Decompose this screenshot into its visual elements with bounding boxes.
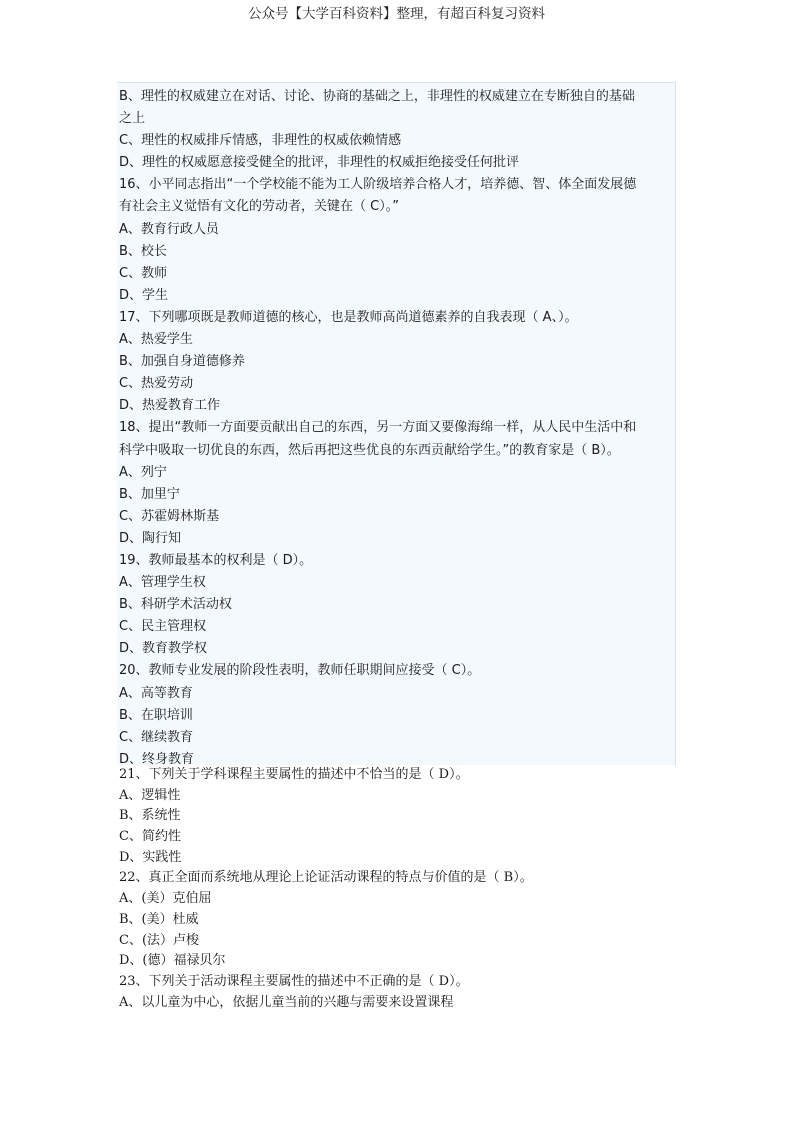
text-line: A、以儿童为中心，依据儿童当前的兴趣与需要来设置课程 xyxy=(119,994,454,1010)
page-header: 公众号【大学百科资料】整理，有超百科复习资料 xyxy=(248,6,545,22)
text-line: 有社会主义觉悟有文化的劳动者，关键在（ C）。” xyxy=(119,199,399,215)
text-line: 21、下列关于学科课程主要属性的描述中不恰当的是（ D）。 xyxy=(119,767,469,782)
question-list xyxy=(119,765,679,1013)
text-line: 17、下列哪项既是教师道德的核心，也是教师高尚道德素养的自我表现（ A、）。 xyxy=(119,309,578,325)
text-line: 16、小平同志指出“一个学校能不能为工人阶级培养合格人才，培养德、智、体全面发展德 xyxy=(119,177,637,193)
text-line: 科学中吸取一切优良的东西，然后再把这些优良的东西贡献给学生。”的教育家是（ B）。 xyxy=(119,442,620,458)
text-line: D、教育教学权 xyxy=(119,641,208,657)
highlighted-question-list xyxy=(119,86,679,771)
text-line: A、管理学生权 xyxy=(119,575,206,591)
text-line: 22、真正全面而系统地从理论上论证活动课程的特点与价值的是（ B）。 xyxy=(119,870,533,886)
text-line: B、科研学术活动权 xyxy=(119,597,232,613)
text-line: A、教育行政人员 xyxy=(119,221,219,237)
text-line: D、陶行知 xyxy=(119,530,182,546)
text-line: B、校长 xyxy=(119,243,167,259)
text-line: C、教师 xyxy=(119,265,168,281)
text-line: A、列宁 xyxy=(119,464,167,480)
text-line: C、继续教育 xyxy=(119,729,194,745)
text-line: D、实践性 xyxy=(119,849,182,865)
text-line: A、热爱学生 xyxy=(119,332,193,348)
text-line: B、加里宁 xyxy=(119,486,180,502)
text-line: B、加强自身道德修养 xyxy=(119,354,245,370)
text-line: C、苏霍姆林斯基 xyxy=(119,508,220,524)
text-line: D、学生 xyxy=(119,287,169,303)
text-line: C、简约性 xyxy=(119,829,181,845)
text-line: C、(法）卢梭 xyxy=(119,932,200,948)
text-line: D、理性的权威愿意接受健全的批评，非理性的权威拒绝接受任何批评 xyxy=(119,155,520,171)
text-line: 20、教师专业发展的阶段性表明，教师任职期间应接受（ C）。 xyxy=(119,663,481,679)
text-line: 19、教师最基本的权利是（ D）。 xyxy=(119,552,313,568)
text-line: A、高等教育 xyxy=(119,685,193,701)
text-line: B、在职培训 xyxy=(119,707,193,723)
text-line: C、热爱劳动 xyxy=(119,376,194,392)
text-line: D、热爱教育工作 xyxy=(119,398,221,414)
text-line: D、终身教育 xyxy=(119,751,195,767)
text-line: 23、下列关于活动课程主要属性的描述中不正确的是（ D）。 xyxy=(119,973,469,989)
text-line: B、系统性 xyxy=(119,808,181,824)
text-line: 18、提出“教师一方面要贡献出自己的东西，另一方面又要像海绵一样，从人民中生活中和 xyxy=(119,420,637,436)
text-line: B、(美）杜威 xyxy=(119,911,199,927)
text-line: 之上 xyxy=(119,111,146,127)
text-line: D、(德）福禄贝尔 xyxy=(119,953,226,969)
text-line: C、民主管理权 xyxy=(119,619,207,635)
text-line: A、逻辑性 xyxy=(119,787,181,803)
text-line: B、理性的权威建立在对话、讨论、协商的基础之上，非理性的权威建立在专断独自的基础 xyxy=(119,89,635,104)
text-line: C、理性的权威排斥情感，非理性的权威依赖情感 xyxy=(119,133,402,149)
text-line: A、(美）克伯屈 xyxy=(119,891,212,907)
